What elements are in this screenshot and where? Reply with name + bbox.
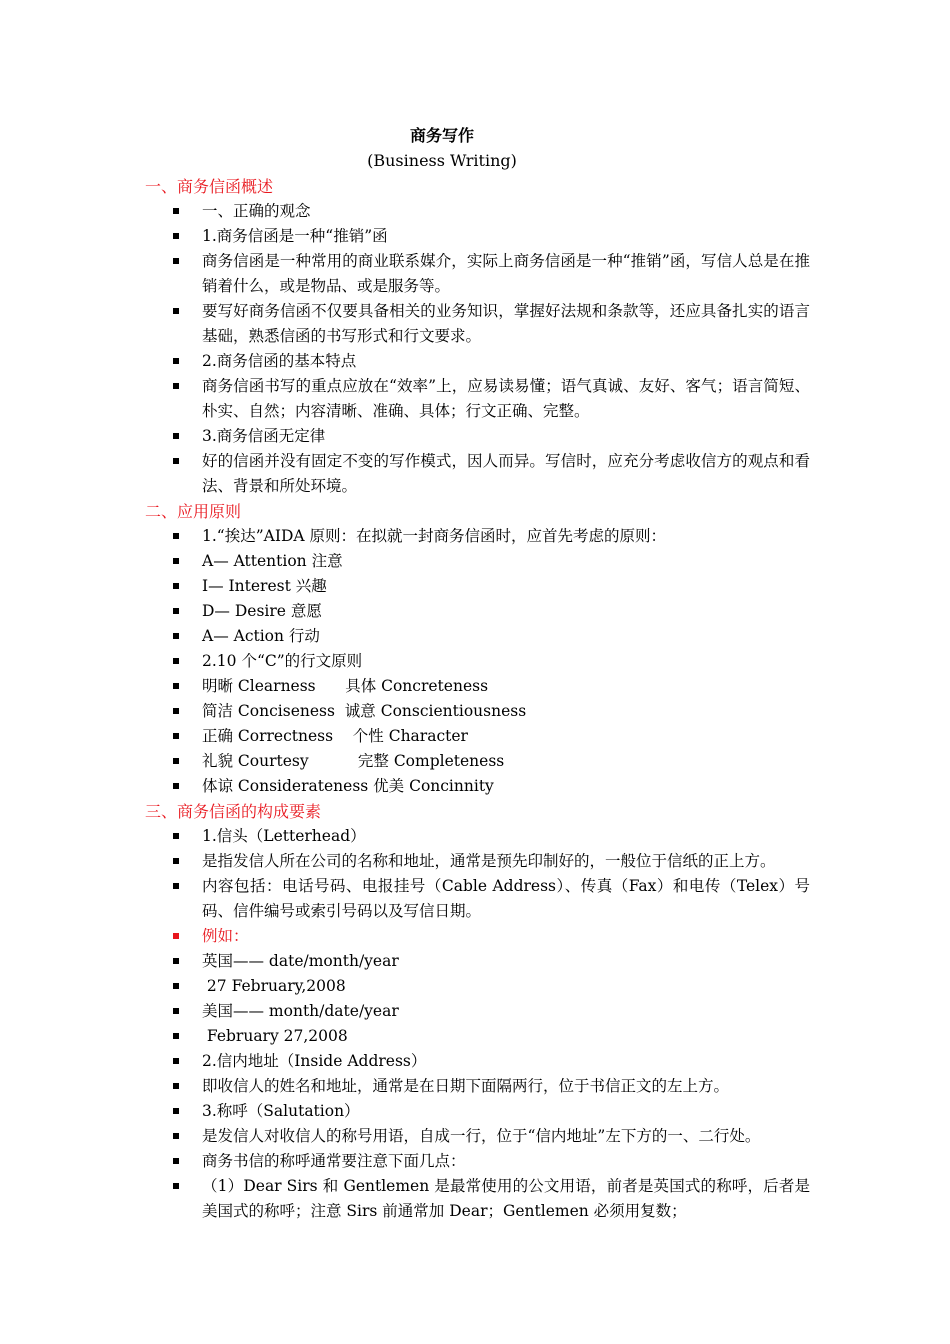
section-list-elements <box>145 824 810 1224</box>
bullet-icon <box>173 658 179 664</box>
bullet-icon <box>173 883 179 889</box>
list-item: 是指发信人所在公司的名称和地址，通常是预先印制好的，一般位于信纸的正上方。 <box>145 849 810 874</box>
list-item: 商务书信的称呼通常要注意下面几点： <box>145 1149 810 1174</box>
section-heading-principles: 二、应用原则 <box>145 502 242 521</box>
list-item: 27 February,2008 <box>145 974 810 999</box>
bullet-icon <box>173 1008 179 1014</box>
bullet-icon <box>173 1133 179 1139</box>
section-list-principles <box>145 524 810 799</box>
list-item: 2.商务信函的基本特点 <box>145 349 810 374</box>
list-item: 2.10 个“C”的行文原则 <box>145 649 810 674</box>
bullet-icon <box>173 1033 179 1039</box>
list-item: 要写好商务信函不仅要具备相关的业务知识，掌握好法规和条款等，还应具备扎实的语言基础，熟悉信函的书写形式和行文要求。 <box>145 299 810 349</box>
bullet-icon <box>173 1158 179 1164</box>
list-item: A— Attention 注意 <box>145 549 810 574</box>
list-item: 好的信函并没有固定不变的写作模式，因人而异。写信时，应充分考虑收信方的观点和看法、背景和所处环境。 <box>145 449 810 499</box>
bullet-icon <box>173 1058 179 1064</box>
bullet-icon <box>173 758 179 764</box>
section-heading-overview: 一、商务信函概述 <box>145 177 274 196</box>
list-item: 美国—— month/date/year <box>145 999 810 1024</box>
document-subtitle: (Business Writing) <box>367 151 517 170</box>
bullet-icon <box>173 358 179 364</box>
list-item: 明晰 Clearness 具体 Concreteness <box>145 674 810 699</box>
list-item: 即收信人的姓名和地址，通常是在日期下面隔两行，位于书信正文的左上方。 <box>145 1074 810 1099</box>
bullet-icon <box>173 1108 179 1114</box>
list-item: 是发信人对收信人的称号用语，自成一行，位于“信内地址”左下方的一、二行处。 <box>145 1124 810 1149</box>
list-item-example: 例如： <box>145 924 810 949</box>
document-title: 商务写作 <box>409 126 474 145</box>
list-item: D— Desire 意愿 <box>145 599 810 624</box>
bullet-icon <box>173 733 179 739</box>
bullet-icon <box>173 258 179 264</box>
section-heading-elements: 三、商务信函的构成要素 <box>145 802 322 821</box>
bullet-icon <box>173 458 179 464</box>
bullet-icon <box>173 683 179 689</box>
list-item: 正确 Correctness 个性 Character <box>145 724 810 749</box>
list-item: 英国—— date/month/year <box>145 949 810 974</box>
section-list-overview <box>145 199 810 499</box>
list-item: 2.信内地址（Inside Address） <box>145 1049 810 1074</box>
bullet-icon <box>173 1083 179 1089</box>
list-item: 商务信函是一种常用的商业联系媒介，实际上商务信函是一种“推销”函，写信人总是在推销着什么，或是物品、或是服务等。 <box>145 249 810 299</box>
list-item: I— Interest 兴趣 <box>145 574 810 599</box>
list-item: 1.商务信函是一种“推销”函 <box>145 224 810 249</box>
bullet-icon <box>173 308 179 314</box>
bullet-icon <box>173 858 179 864</box>
list-item: 3.商务信函无定律 <box>145 424 810 449</box>
bullet-icon <box>173 958 179 964</box>
bullet-icon <box>173 208 179 214</box>
bullet-icon <box>173 608 179 614</box>
bullet-icon <box>173 983 179 989</box>
bullet-icon <box>173 1183 179 1189</box>
list-item: 1.“挨达”AIDA 原则：在拟就一封商务信函时，应首先考虑的原则： <box>145 524 810 549</box>
bullet-icon <box>173 933 179 939</box>
document-body <box>145 174 810 1224</box>
list-item: 体谅 Considerateness 优美 Concinnity <box>145 774 810 799</box>
bullet-icon <box>173 433 179 439</box>
list-item: 简洁 Conciseness 诚意 Conscientiousness <box>145 699 810 724</box>
list-item: 礼貌 Courtesy 完整 Completeness <box>145 749 810 774</box>
bullet-icon <box>173 233 179 239</box>
bullet-icon <box>173 633 179 639</box>
list-item: 内容包括：电话号码、电报挂号（Cable Address）、传真（Fax）和电传（Telex）号码、信件编号或索引号码以及写信日期。 <box>145 874 810 924</box>
bullet-icon <box>173 533 179 539</box>
list-item: 1.信头（Letterhead） <box>145 824 810 849</box>
bullet-icon <box>173 783 179 789</box>
list-item: 一、正确的观念 <box>145 199 810 224</box>
list-item: （1）Dear Sirs 和 Gentlemen 是最常使用的公文用语，前者是英国式的称呼，后者是美国式的称呼；注意 Sirs 前通常加 Dear；Gentlemen 必须用复数； <box>145 1174 810 1224</box>
bullet-icon <box>173 558 179 564</box>
bullet-icon <box>173 833 179 839</box>
bullet-icon <box>173 383 179 389</box>
list-item: February 27,2008 <box>145 1024 810 1049</box>
list-item: 3.称呼（Salutation） <box>145 1099 810 1124</box>
list-item: 商务信函书写的重点应放在“效率”上，应易读易懂；语气真诚、友好、客气；语言简短、朴实、自然；内容清晰、准确、具体；行文正确、完整。 <box>145 374 810 424</box>
list-item: A— Action 行动 <box>145 624 810 649</box>
bullet-icon <box>173 583 179 589</box>
bullet-icon <box>173 708 179 714</box>
